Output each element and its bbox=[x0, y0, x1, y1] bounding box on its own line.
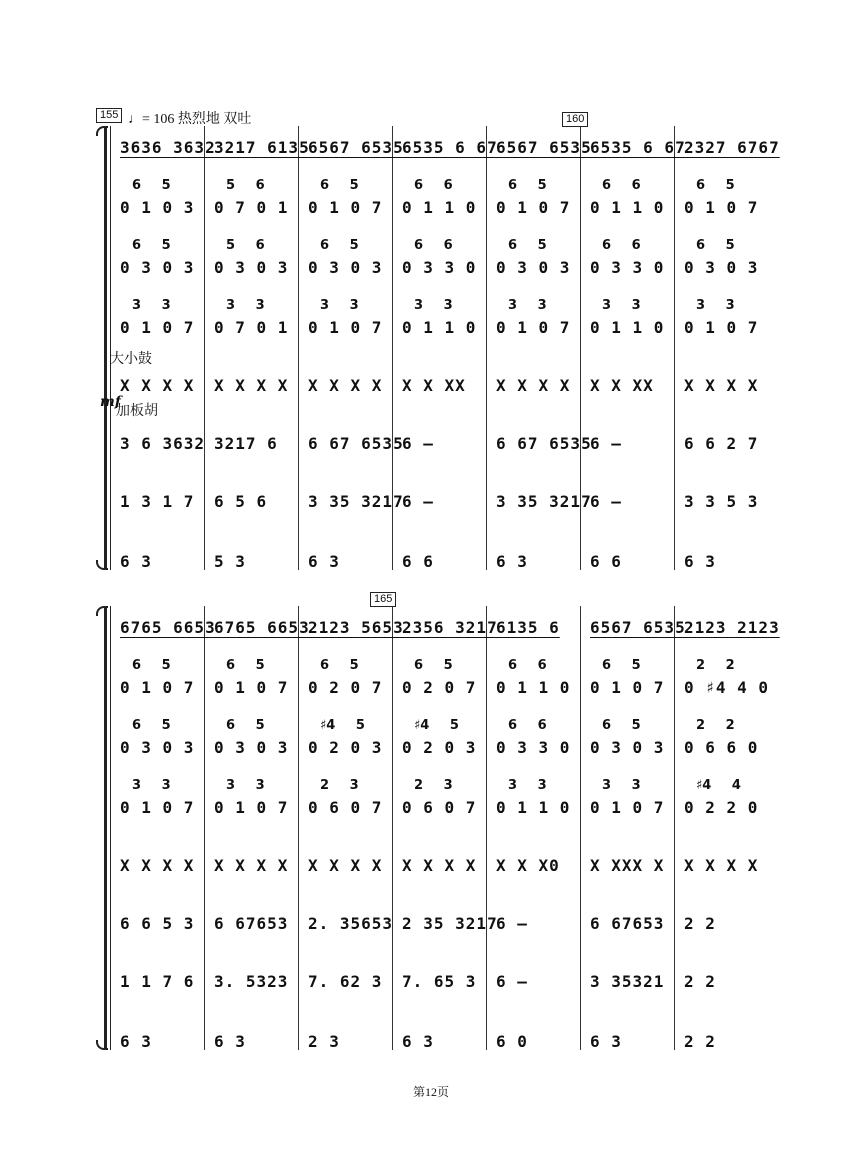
note-cell: 1 3 1 7 bbox=[120, 492, 195, 511]
note-cell: 0 3 0 3 bbox=[684, 258, 759, 277]
note-cell: 0 3 0 3 bbox=[214, 738, 289, 757]
upper-note-mark: 3 3 bbox=[414, 298, 453, 313]
note-cell: 6135 6 bbox=[496, 618, 560, 637]
note-cell: 0 1 1 0 bbox=[402, 198, 477, 217]
note-cell: 0 1 0 7 bbox=[120, 678, 195, 697]
note-cell: 0 1 1 0 bbox=[496, 798, 571, 817]
upper-note-mark: 6 5 bbox=[226, 658, 265, 673]
upper-note-mark: 6 5 bbox=[696, 178, 735, 193]
upper-note-mark: ♯4 4 bbox=[696, 778, 741, 793]
instrument-label-erhu: 加板胡 bbox=[116, 403, 158, 419]
upper-note-mark: 6 5 bbox=[508, 238, 547, 253]
note-cell: X X X X bbox=[214, 376, 289, 395]
note-cell: 2123 5653 bbox=[308, 618, 404, 637]
measure-number: 160 bbox=[562, 112, 588, 127]
note-cell: 2 2 bbox=[684, 914, 716, 933]
note-cell: 6567 6535 bbox=[590, 618, 686, 637]
upper-note-mark: 3 3 bbox=[132, 298, 171, 313]
upper-note-mark: 6 5 bbox=[132, 718, 171, 733]
note-cell: 6 6 bbox=[590, 552, 622, 571]
note-cell: X X X X bbox=[308, 856, 383, 875]
note-cell: 0 1 0 7 bbox=[308, 318, 383, 337]
upper-note-mark: 6 5 bbox=[602, 658, 641, 673]
note-cell: 0 6 0 7 bbox=[402, 798, 477, 817]
note-cell: 6 0 bbox=[496, 1032, 528, 1051]
note-cell: 6 5 6 bbox=[214, 492, 268, 511]
note-cell: 3217 6 bbox=[214, 434, 278, 453]
note-cell: 6567 6535 bbox=[496, 138, 592, 157]
note-cell: 0 1 0 7 bbox=[684, 198, 759, 217]
note-cell: 6 – bbox=[496, 972, 528, 991]
system-line bbox=[110, 606, 111, 1050]
note-cell: 6535 6 67 bbox=[590, 138, 686, 157]
note-cell: 0 1 1 0 bbox=[402, 318, 477, 337]
upper-note-mark: 3 3 bbox=[602, 298, 641, 313]
score-system-2 bbox=[96, 593, 780, 1051]
note-cell: 3. 5323 bbox=[214, 972, 289, 991]
note-cell: 6 3 bbox=[590, 1032, 622, 1051]
upper-note-mark: 5 6 bbox=[226, 178, 265, 193]
note-cell: 0 1 0 7 bbox=[214, 678, 289, 697]
note-cell: 0 1 0 7 bbox=[684, 318, 759, 337]
note-cell: 3 35 3217 bbox=[308, 492, 404, 511]
note-cell: 1 1 7 6 bbox=[120, 972, 195, 991]
note-cell: X X X X bbox=[214, 856, 289, 875]
note-cell: 6 – bbox=[590, 492, 622, 511]
upper-note-mark: 6 5 bbox=[414, 658, 453, 673]
note-cell: 6 – bbox=[496, 914, 528, 933]
note-cell: 0 2 0 3 bbox=[308, 738, 383, 757]
note-cell: 0 3 0 3 bbox=[214, 258, 289, 277]
page-number: 第12页 bbox=[412, 1085, 449, 1099]
upper-note-mark: 3 3 bbox=[508, 298, 547, 313]
note-cell: 0 7 0 1 bbox=[214, 198, 289, 217]
note-cell: 2327 6767 bbox=[684, 138, 780, 157]
note-cell: 0 1 0 7 bbox=[214, 798, 289, 817]
note-cell: 6765 6653 bbox=[214, 618, 310, 637]
system-bracket-bottom bbox=[96, 560, 108, 570]
system-bracket-top bbox=[96, 606, 108, 616]
note-cell: 6 – bbox=[402, 434, 434, 453]
barline bbox=[392, 606, 393, 1050]
note-cell: 6 67 6535 bbox=[308, 434, 404, 453]
note-cell: X X X X bbox=[402, 856, 477, 875]
upper-note-mark: 6 5 bbox=[320, 178, 359, 193]
note-cell: 6 67653 bbox=[214, 914, 289, 933]
note-cell: 6 3 bbox=[496, 552, 528, 571]
note-cell: 0 1 0 7 bbox=[120, 798, 195, 817]
upper-note-mark: ♯4 5 bbox=[320, 718, 365, 733]
note-cell: 0 2 0 3 bbox=[402, 738, 477, 757]
note-cell: 3217 6135 bbox=[214, 138, 310, 157]
upper-note-mark: 6 6 bbox=[508, 718, 547, 733]
barline bbox=[204, 126, 205, 570]
note-cell: 7. 62 3 bbox=[308, 972, 383, 991]
note-cell: X X X X bbox=[684, 856, 759, 875]
upper-note-mark: 3 3 bbox=[320, 298, 359, 313]
upper-note-mark: ♯4 5 bbox=[414, 718, 459, 733]
upper-note-mark: 6 5 bbox=[602, 718, 641, 733]
measure-number: 165 bbox=[370, 592, 396, 607]
note-cell: 6 – bbox=[590, 434, 622, 453]
note-cell: 3 35321 bbox=[590, 972, 665, 991]
note-cell: 2 3 bbox=[308, 1032, 340, 1051]
note-cell: 2 2 bbox=[684, 1032, 716, 1051]
note-cell: 6 6 bbox=[402, 552, 434, 571]
note-cell: 2 35 3217 bbox=[402, 914, 498, 933]
upper-note-mark: 2 2 bbox=[696, 658, 735, 673]
measure-number-155: 155 bbox=[96, 108, 122, 123]
note-cell: 6 3 bbox=[308, 552, 340, 571]
note-cell: 0 7 0 1 bbox=[214, 318, 289, 337]
note-cell: 2123 2123 bbox=[684, 618, 780, 637]
upper-note-mark: 6 6 bbox=[414, 178, 453, 193]
note-cell: 6567 6535 bbox=[308, 138, 404, 157]
note-cell: 0 1 0 7 bbox=[496, 198, 571, 217]
note-cell: X X X X bbox=[684, 376, 759, 395]
note-cell: 0 3 3 0 bbox=[496, 738, 571, 757]
note-cell: X X XX bbox=[402, 376, 466, 395]
note-cell: 6 6 2 7 bbox=[684, 434, 759, 453]
upper-note-mark: 3 3 bbox=[696, 298, 735, 313]
upper-note-mark: 3 3 bbox=[508, 778, 547, 793]
upper-note-mark: 6 6 bbox=[602, 178, 641, 193]
upper-note-mark: 2 3 bbox=[414, 778, 453, 793]
note-cell: X X X X bbox=[120, 856, 195, 875]
note-cell: 0 1 0 7 bbox=[590, 678, 665, 697]
instrument-label-drum: 大小鼓 bbox=[110, 351, 152, 367]
note-cell: 0 1 0 3 bbox=[120, 198, 195, 217]
note-cell: 0 3 0 3 bbox=[120, 258, 195, 277]
note-cell: 0 3 3 0 bbox=[402, 258, 477, 277]
note-cell: 6 6 5 3 bbox=[120, 914, 195, 933]
note-cell: 6 3 bbox=[120, 1032, 152, 1051]
barline bbox=[486, 126, 487, 570]
note-cell: 0 3 0 3 bbox=[120, 738, 195, 757]
note-cell: 3 3 5 3 bbox=[684, 492, 759, 511]
note-cell: 0 2 0 7 bbox=[402, 678, 477, 697]
upper-note-mark: 3 3 bbox=[226, 298, 265, 313]
tempo-marking: ♩= 106 热烈地 双吐 bbox=[128, 112, 252, 127]
upper-note-mark: 6 6 bbox=[414, 238, 453, 253]
system-thick-line bbox=[104, 606, 107, 1050]
note-cell: X X X0 bbox=[496, 856, 560, 875]
upper-note-mark: 6 6 bbox=[602, 238, 641, 253]
barline bbox=[674, 126, 675, 570]
dynamic-marking: mf bbox=[100, 394, 121, 410]
note-cell: 3 35 3217 bbox=[496, 492, 592, 511]
upper-note-mark: 6 5 bbox=[132, 178, 171, 193]
note-cell: 3 6 3632 bbox=[120, 434, 206, 453]
note-cell: 5 3 bbox=[214, 552, 246, 571]
note-cell: X X X X bbox=[496, 376, 571, 395]
system-thick-line bbox=[104, 126, 107, 570]
note-cell: 6 3 bbox=[684, 552, 716, 571]
upper-note-mark: 6 5 bbox=[320, 238, 359, 253]
upper-note-mark: 6 5 bbox=[226, 718, 265, 733]
note-cell: 0 3 0 3 bbox=[308, 258, 383, 277]
upper-note-mark: 6 5 bbox=[320, 658, 359, 673]
upper-note-mark: 6 5 bbox=[508, 178, 547, 193]
note-cell: 0 3 0 3 bbox=[590, 738, 665, 757]
note-cell: 6 67653 bbox=[590, 914, 665, 933]
note-cell: 0 3 0 3 bbox=[496, 258, 571, 277]
note-cell: 0 2 2 0 bbox=[684, 798, 759, 817]
note-cell: X X XX bbox=[590, 376, 654, 395]
barline bbox=[298, 126, 299, 570]
barline bbox=[580, 606, 581, 1050]
note-cell: 6 3 bbox=[402, 1032, 434, 1051]
note-cell: 0 1 1 0 bbox=[590, 198, 665, 217]
system-bracket-top bbox=[96, 126, 108, 136]
note-cell: 0 ♯4 4 0 bbox=[684, 678, 770, 697]
note-cell: 0 1 0 7 bbox=[590, 798, 665, 817]
note-cell: 2 2 bbox=[684, 972, 716, 991]
note-cell: 2. 35653 bbox=[308, 914, 394, 933]
note-cell: 0 3 3 0 bbox=[590, 258, 665, 277]
note-cell: 6 – bbox=[402, 492, 434, 511]
note-cell: 6535 6 67 bbox=[402, 138, 498, 157]
note-cell: 6 3 bbox=[214, 1032, 246, 1051]
note-cell: X X X X bbox=[120, 376, 195, 395]
note-cell: 6 3 bbox=[120, 552, 152, 571]
barline bbox=[486, 606, 487, 1050]
note-cell: 6 67 6535 bbox=[496, 434, 592, 453]
note-cell: 7. 65 3 bbox=[402, 972, 477, 991]
note-cell: 3636 3632 bbox=[120, 138, 216, 157]
note-cell: 0 1 0 7 bbox=[120, 318, 195, 337]
note-cell: X XXX X bbox=[590, 856, 665, 875]
note-cell: 0 1 0 7 bbox=[308, 198, 383, 217]
note-cell: 6765 6653 bbox=[120, 618, 216, 637]
upper-note-mark: 6 6 bbox=[508, 658, 547, 673]
upper-note-mark: 3 3 bbox=[132, 778, 171, 793]
note-cell: 0 2 0 7 bbox=[308, 678, 383, 697]
note-cell: 0 6 6 0 bbox=[684, 738, 759, 757]
upper-note-mark: 2 2 bbox=[696, 718, 735, 733]
note-cell: 0 1 1 0 bbox=[496, 678, 571, 697]
upper-note-mark: 3 3 bbox=[602, 778, 641, 793]
barline bbox=[298, 606, 299, 1050]
note-cell: X X X X bbox=[308, 376, 383, 395]
upper-note-mark: 6 5 bbox=[132, 238, 171, 253]
barline bbox=[674, 606, 675, 1050]
note-cell: 2356 3217 bbox=[402, 618, 498, 637]
upper-note-mark: 3 3 bbox=[226, 778, 265, 793]
barline bbox=[204, 606, 205, 1050]
note-cell: 0 1 1 0 bbox=[590, 318, 665, 337]
note-cell: 0 1 0 7 bbox=[496, 318, 571, 337]
upper-note-mark: 6 5 bbox=[132, 658, 171, 673]
upper-note-mark: 6 5 bbox=[696, 238, 735, 253]
upper-note-mark: 5 6 bbox=[226, 238, 265, 253]
upper-note-mark: 2 3 bbox=[320, 778, 359, 793]
note-cell: 0 6 0 7 bbox=[308, 798, 383, 817]
system-bracket-bottom bbox=[96, 1040, 108, 1050]
